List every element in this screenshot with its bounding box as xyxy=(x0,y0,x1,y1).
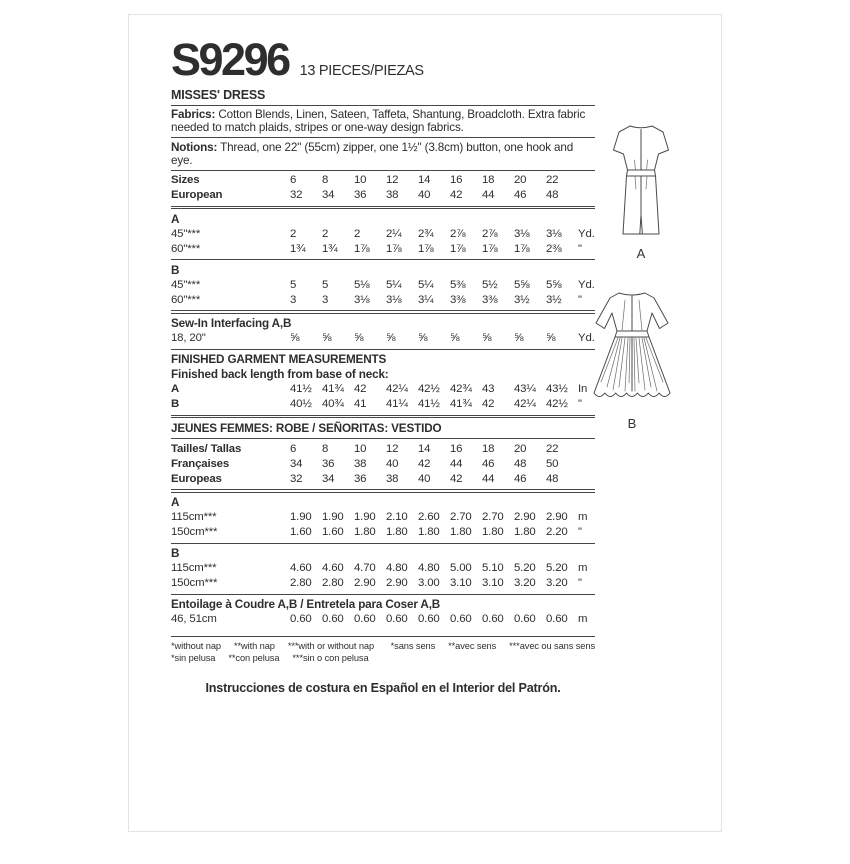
dress-b-illustration xyxy=(589,287,675,411)
table-cell: 4.80 xyxy=(386,562,408,575)
table-cell: 42 xyxy=(450,189,463,202)
table-cell: 5.20 xyxy=(514,562,536,575)
table-cell: 36 xyxy=(354,189,367,202)
table-row xyxy=(171,510,595,525)
table-cell: 3.20 xyxy=(514,577,536,590)
divider xyxy=(171,105,595,106)
view-a-label: A xyxy=(636,246,646,261)
table-cell: 5 xyxy=(290,278,297,291)
table-section-heading: B xyxy=(171,547,180,561)
divider xyxy=(171,349,595,350)
row-label: 45"*** xyxy=(171,278,201,291)
table-cell: 8 xyxy=(322,442,329,455)
table-row xyxy=(171,612,595,627)
table-cell: 2 xyxy=(290,227,297,240)
table-cell: 5.20 xyxy=(546,562,568,575)
divider xyxy=(171,310,595,314)
unit-cell: Yd. xyxy=(578,278,595,291)
unit-cell: In xyxy=(578,383,588,396)
table-row xyxy=(171,561,595,576)
unit-cell xyxy=(578,457,595,472)
table-cell: 46 xyxy=(514,472,527,485)
footnotes xyxy=(171,636,595,664)
table-cell: 0.60 xyxy=(514,613,536,626)
table-cell: 4.60 xyxy=(290,562,312,575)
table-cell: 42½ xyxy=(546,398,568,411)
footnote-item: *without nap xyxy=(171,641,221,652)
footnote-item: ***with or without nap xyxy=(287,641,375,652)
fabrics-label: Fabrics: xyxy=(171,108,216,121)
row-label: Sizes xyxy=(171,174,200,187)
row-label: 60"*** xyxy=(171,242,201,255)
table-cell: 1.80 xyxy=(386,526,408,539)
table-cell: 6 xyxy=(290,442,297,455)
fabrics-text: Cotton Blends, Linen, Sateen, Taffeta, Shantung, Broadcloth. Extra fabric needed to match plaids, stripes or one-way design fabrics. xyxy=(171,108,586,135)
table-cell: 42¾ xyxy=(450,383,472,396)
table-cell: ⅝ xyxy=(482,332,492,345)
table-section-heading: B xyxy=(171,263,180,277)
table-cell: 44 xyxy=(450,457,463,470)
table-cell: 38 xyxy=(386,472,399,485)
yardage-table xyxy=(171,173,595,627)
table-cell: ⅝ xyxy=(418,332,428,345)
table-cell: 2.90 xyxy=(546,511,568,524)
table-cell: 48 xyxy=(546,189,559,202)
table-cell: 12 xyxy=(386,442,399,455)
table-cell: 20 xyxy=(514,174,527,187)
table-cell: 5⅛ xyxy=(354,278,370,291)
row-label: Europeas xyxy=(171,472,222,485)
table-cell: 3.10 xyxy=(482,577,504,590)
table-row xyxy=(171,382,595,397)
table-section-heading: Finished back length from base of neck: xyxy=(171,368,389,382)
table-cell: 2.60 xyxy=(418,511,440,524)
unit-cell xyxy=(578,442,595,457)
table-cell: 41¾ xyxy=(322,383,344,396)
table-cell: 41½ xyxy=(418,398,440,411)
table-cell: 3 xyxy=(322,293,329,306)
spanish-instructions-note: Instrucciones de costura en Español en el Interior del Patrón. xyxy=(205,681,561,696)
table-section-heading: Entoilage à Coudre A,B / Entretela para Coser A,B xyxy=(171,598,441,612)
table-cell: ⅝ xyxy=(450,332,460,345)
table-cell: 2.90 xyxy=(514,511,536,524)
divider xyxy=(171,170,595,171)
row-label: 115cm*** xyxy=(171,562,217,575)
table-row xyxy=(171,472,595,487)
table-cell: 3.00 xyxy=(418,577,440,590)
table-cell: 42 xyxy=(482,398,495,411)
table-cell: 2 xyxy=(354,227,361,240)
table-row xyxy=(171,278,595,293)
table-row xyxy=(171,525,595,540)
table-cell: 1.80 xyxy=(514,526,536,539)
table-cell: 10 xyxy=(354,174,367,187)
view-a-figure xyxy=(606,119,676,261)
table-cell: 20 xyxy=(514,442,527,455)
table-cell: ⅝ xyxy=(514,332,524,345)
row-label: 115cm*** xyxy=(171,511,217,524)
table-cell: 3¼ xyxy=(418,293,434,306)
table-section-heading: A xyxy=(171,496,180,510)
table-cell: 1.90 xyxy=(354,511,376,524)
table-cell: 2.20 xyxy=(546,526,568,539)
divider xyxy=(171,259,595,260)
footnote-item: ***sin o con pelusa xyxy=(292,653,369,664)
table-cell: 5½ xyxy=(482,278,498,291)
table-section-heading: A xyxy=(171,212,180,226)
table-cell: 43¼ xyxy=(514,383,536,396)
row-label: Françaises xyxy=(171,457,230,470)
fabrics-note xyxy=(171,108,595,135)
unit-cell: m xyxy=(578,562,588,575)
table-cell: 3⅛ xyxy=(354,293,370,306)
table-cell: 0.60 xyxy=(386,613,408,626)
table-cell: 48 xyxy=(514,457,527,470)
footnote-item: *sans sens xyxy=(390,641,436,652)
table-cell: 34 xyxy=(322,189,335,202)
table-cell: 18 xyxy=(482,442,495,455)
table-cell: 2⅞ xyxy=(482,227,498,240)
table-cell: 2⅞ xyxy=(450,227,466,240)
table-cell: 5⅝ xyxy=(546,278,562,291)
table-cell: 34 xyxy=(322,472,335,485)
table-cell: 41½ xyxy=(290,383,312,396)
table-cell: 3.10 xyxy=(450,577,472,590)
table-cell: 2.70 xyxy=(482,511,504,524)
table-cell: 22 xyxy=(546,442,559,455)
table-cell: 4.60 xyxy=(322,562,344,575)
unit-cell: " xyxy=(578,398,582,411)
table-cell: 40 xyxy=(418,189,431,202)
table-cell: 42 xyxy=(450,472,463,485)
footnote-line xyxy=(391,640,595,652)
table-cell: 2.80 xyxy=(322,577,344,590)
table-cell: 2.90 xyxy=(354,577,376,590)
table-cell: 42 xyxy=(354,383,367,396)
divider xyxy=(171,438,595,439)
table-row xyxy=(171,188,595,203)
row-label: 150cm*** xyxy=(171,577,218,590)
notions-text: Thread, one 22" (55cm) zipper, one 1½" (3.8cm) button, one hook and eye. xyxy=(171,140,574,167)
footnote-line xyxy=(171,652,374,664)
table-row xyxy=(171,227,595,242)
table-cell: 5⅝ xyxy=(514,278,530,291)
table-row xyxy=(171,173,595,188)
footnotes-english-spanish xyxy=(171,640,374,664)
table-cell: ⅝ xyxy=(546,332,556,345)
table-cell: 0.60 xyxy=(354,613,376,626)
table-section-heading: JEUNES FEMMES: ROBE / SEÑORITAS: VESTIDO xyxy=(171,421,442,435)
table-cell: 40 xyxy=(386,457,399,470)
table-section-heading: FINISHED GARMENT MEASUREMENTS xyxy=(171,353,387,367)
unit-cell xyxy=(578,188,595,203)
table-cell: 34 xyxy=(290,457,303,470)
pattern-envelope-back xyxy=(128,14,722,832)
table-cell: 0.60 xyxy=(290,613,312,626)
table-row xyxy=(171,331,595,346)
table-cell: 2.90 xyxy=(386,577,408,590)
table-cell: 1.90 xyxy=(290,511,312,524)
unit-cell: Yd. xyxy=(578,227,595,240)
table-cell: 43½ xyxy=(546,383,568,396)
table-cell: 41 xyxy=(354,398,367,411)
table-cell: 1⅞ xyxy=(482,242,498,255)
table-cell: 12 xyxy=(386,174,399,187)
unit-cell: " xyxy=(578,577,582,590)
table-cell: 2.70 xyxy=(450,511,472,524)
notions-label: Notions: xyxy=(171,140,218,154)
row-label: 150cm*** xyxy=(171,526,218,539)
table-cell: 18 xyxy=(482,174,495,187)
notions-note xyxy=(171,141,595,168)
table-row xyxy=(171,457,595,472)
table-row xyxy=(171,576,595,591)
table-cell: 16 xyxy=(450,174,463,187)
unit-cell: " xyxy=(578,242,582,255)
table-cell: 3⅛ xyxy=(386,293,402,306)
table-cell: 1⅞ xyxy=(386,242,402,255)
table-cell: 38 xyxy=(354,457,367,470)
table-cell: 3.20 xyxy=(546,577,568,590)
table-cell: 5⅜ xyxy=(450,278,466,291)
table-cell: 36 xyxy=(322,457,335,470)
footnote-item: **with nap xyxy=(233,641,275,652)
content-column xyxy=(171,34,595,696)
table-cell: 2.80 xyxy=(290,577,312,590)
table-cell: 42 xyxy=(418,457,431,470)
divider xyxy=(171,489,595,493)
table-cell: 3⅛ xyxy=(546,227,562,240)
table-cell: 38 xyxy=(386,189,399,202)
table-cell: 40 xyxy=(418,472,431,485)
table-cell: 3½ xyxy=(546,293,562,306)
row-label: B xyxy=(171,398,180,411)
table-cell: 0.60 xyxy=(418,613,440,626)
table-cell: ⅝ xyxy=(386,332,396,345)
table-cell: 48 xyxy=(546,472,559,485)
row-label: 60"*** xyxy=(171,293,201,306)
table-cell: 40¾ xyxy=(322,398,344,411)
table-cell: 3⅛ xyxy=(514,227,530,240)
table-cell: 1⅞ xyxy=(450,242,466,255)
table-cell: 46 xyxy=(514,189,527,202)
table-cell: 1¾ xyxy=(322,242,338,255)
garment-title: MISSES' DRESS xyxy=(171,88,266,102)
table-cell: 10 xyxy=(354,442,367,455)
table-cell: 2 xyxy=(322,227,329,240)
table-cell: 1⅞ xyxy=(418,242,434,255)
table-cell: 46 xyxy=(482,457,495,470)
row-label: 18, 20" xyxy=(171,332,206,345)
table-cell: 1.80 xyxy=(482,526,504,539)
dress-a-illustration xyxy=(610,119,672,241)
table-cell: 1.80 xyxy=(418,526,440,539)
table-cell: 3 xyxy=(290,293,297,306)
title-row xyxy=(171,34,595,85)
table-cell: 1.60 xyxy=(290,526,312,539)
footnote-item: **avec sens xyxy=(448,641,497,652)
table-cell: 42¼ xyxy=(514,398,536,411)
table-cell: ⅝ xyxy=(290,332,300,345)
table-cell: 42¼ xyxy=(386,383,408,396)
unit-cell xyxy=(578,173,595,188)
table-cell: 0.60 xyxy=(546,613,568,626)
divider xyxy=(171,594,595,595)
table-cell: 14 xyxy=(418,442,431,455)
table-cell: 5.00 xyxy=(450,562,472,575)
footnote-item: **con pelusa xyxy=(228,653,280,664)
table-cell: 1¾ xyxy=(290,242,306,255)
table-cell: 22 xyxy=(546,174,559,187)
view-b-figure xyxy=(586,287,678,431)
table-cell: 6 xyxy=(290,174,297,187)
table-row xyxy=(171,242,595,257)
table-cell: 4.80 xyxy=(418,562,440,575)
table-cell: 42½ xyxy=(418,383,440,396)
table-cell: 50 xyxy=(546,457,559,470)
row-label: 45"*** xyxy=(171,227,201,240)
table-cell: 0.60 xyxy=(482,613,504,626)
table-cell: 1⅞ xyxy=(354,242,370,255)
table-cell: 1.80 xyxy=(450,526,472,539)
row-label: 46, 51cm xyxy=(171,613,217,626)
view-b-label: B xyxy=(627,416,637,431)
table-cell: 1⅞ xyxy=(514,242,530,255)
row-label: European xyxy=(171,189,223,202)
table-cell: 2¼ xyxy=(386,227,402,240)
unit-cell: " xyxy=(578,293,582,306)
unit-cell: Yd. xyxy=(578,332,595,345)
table-cell: 44 xyxy=(482,189,495,202)
table-cell: 14 xyxy=(418,174,431,187)
table-section-heading: Sew-In Interfacing A,B xyxy=(171,317,292,331)
table-cell: 8 xyxy=(322,174,329,187)
unit-cell: m xyxy=(578,613,588,626)
divider xyxy=(171,543,595,544)
unit-cell: " xyxy=(578,526,582,539)
table-cell: 43 xyxy=(482,383,495,396)
footnote-item: ***avec ou sans sens xyxy=(509,641,595,652)
table-cell: ⅝ xyxy=(354,332,364,345)
table-cell: 5¼ xyxy=(418,278,434,291)
table-cell: 5.10 xyxy=(482,562,504,575)
table-cell: 32 xyxy=(290,472,303,485)
table-cell: 44 xyxy=(482,472,495,485)
pattern-number: S9296 xyxy=(171,34,289,85)
unit-cell: m xyxy=(578,511,588,524)
row-label: A xyxy=(171,383,180,396)
table-cell: 3⅜ xyxy=(482,293,498,306)
table-row xyxy=(171,397,595,412)
divider xyxy=(171,415,595,419)
table-cell: 1.90 xyxy=(322,511,344,524)
table-cell: 0.60 xyxy=(322,613,344,626)
divider xyxy=(171,206,595,210)
table-cell: ⅝ xyxy=(322,332,332,345)
footnote-line xyxy=(171,640,374,652)
table-cell: 32 xyxy=(290,189,303,202)
divider xyxy=(171,137,595,138)
table-cell: 3½ xyxy=(514,293,530,306)
table-cell: 2¾ xyxy=(418,227,434,240)
table-cell: 0.60 xyxy=(450,613,472,626)
table-cell: 5 xyxy=(322,278,329,291)
table-cell: 1.60 xyxy=(322,526,344,539)
footnotes-french xyxy=(391,640,595,664)
table-cell: 5¼ xyxy=(386,278,402,291)
table-cell: 2.10 xyxy=(386,511,408,524)
table-cell: 2⅜ xyxy=(546,242,562,255)
table-cell: 16 xyxy=(450,442,463,455)
row-label: Tailles/ Tallas xyxy=(171,442,242,455)
unit-cell xyxy=(578,472,595,487)
footnote-item: *sin pelusa xyxy=(171,653,216,664)
table-cell: 41¾ xyxy=(450,398,472,411)
table-cell: 36 xyxy=(354,472,367,485)
table-cell: 3⅜ xyxy=(450,293,466,306)
table-cell: 1.80 xyxy=(354,526,376,539)
table-row xyxy=(171,442,595,457)
table-cell: 40½ xyxy=(290,398,312,411)
table-row xyxy=(171,293,595,308)
pieces-count: 13 PIECES/PIEZAS xyxy=(299,63,424,79)
table-cell: 4.70 xyxy=(354,562,376,575)
table-cell: 41¼ xyxy=(386,398,408,411)
